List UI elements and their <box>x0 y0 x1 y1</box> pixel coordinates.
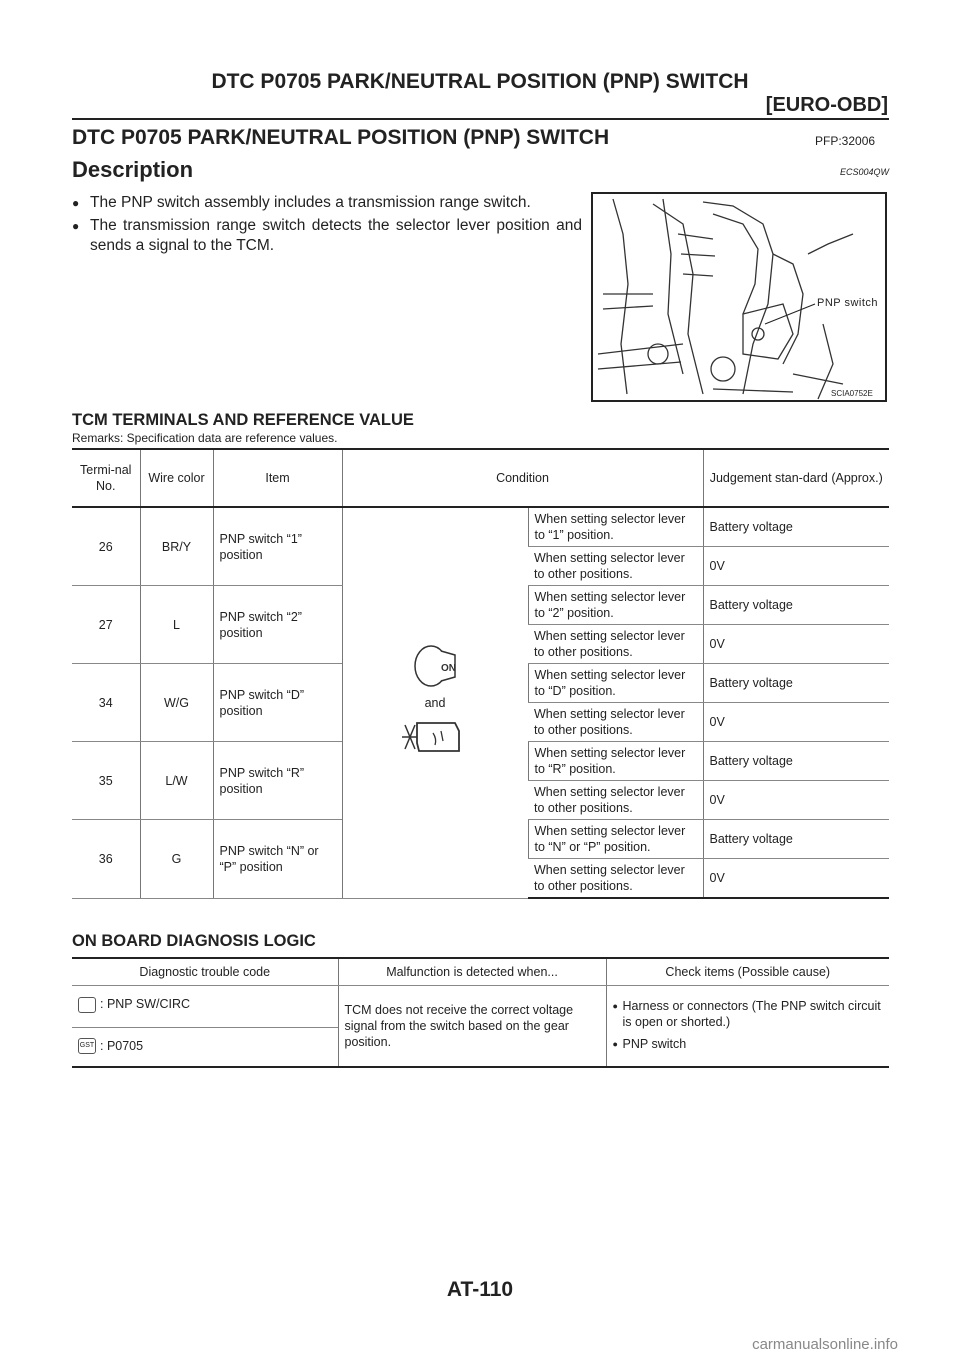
wire-cell: BR/Y <box>140 507 213 586</box>
item-cell: PNP switch “1” position <box>213 507 342 586</box>
watermark: carmanualsonline.info <box>752 1336 898 1353</box>
column-header: Check items (Possible cause) <box>606 958 889 986</box>
column-header: Condition <box>342 449 703 507</box>
condition-cell: When setting selector lever to “R” position. <box>528 742 703 781</box>
wire-cell: G <box>140 820 213 899</box>
condition-cell: When setting selector lever to other positions. <box>528 859 703 899</box>
pnp-switch-illustration <box>591 192 887 402</box>
value-cell: Battery voltage <box>703 664 889 703</box>
item-cell: PNP switch “N” or “P” position <box>213 820 342 899</box>
obd-heading: ON BOARD DIAGNOSIS LOGIC <box>72 932 316 950</box>
obd-logic-table <box>72 957 889 1068</box>
dtc-gst-code: : P0705 <box>100 1038 144 1053</box>
value-cell: 0V <box>703 625 889 664</box>
check-item: ● Harness or connectors (The PNP switch circuit is open or shorted.) <box>613 998 884 1030</box>
table-row <box>72 986 889 1068</box>
malfunction-cell: TCM does not receive the correct voltage signal from the switch based on the gear position. <box>338 986 606 1068</box>
condition-cell: When setting selector lever to “2” position. <box>528 586 703 625</box>
running-header-subtitle: [EURO-OBD] <box>765 94 888 116</box>
value-cell: 0V <box>703 781 889 820</box>
condition-cell: When setting selector lever to other positions. <box>528 781 703 820</box>
column-header: Termi-nal No. <box>72 449 140 507</box>
terminal-cell: 36 <box>72 820 140 899</box>
column-header: Judgement stan-dard (Approx.) <box>703 449 889 507</box>
remarks-text: Remarks: Specification data are reference values. <box>72 431 338 445</box>
table-row <box>72 507 889 547</box>
and-label: and <box>424 695 446 710</box>
value-cell: 0V <box>703 703 889 742</box>
wire-cell: L <box>140 586 213 664</box>
item-cell: PNP switch “2” position <box>213 586 342 664</box>
transmission-drawing <box>593 194 885 400</box>
description-bullet: ● The transmission range switch detects the selector lever position and sends a signal to the TCM. <box>72 216 582 256</box>
value-cell: Battery voltage <box>703 507 889 547</box>
table-header-row <box>72 449 889 507</box>
terminal-cell: 35 <box>72 742 140 820</box>
item-cell: PNP switch “D” position <box>213 664 342 742</box>
consult-icon <box>78 997 96 1013</box>
condition-cell: When setting selector lever to other positions. <box>528 703 703 742</box>
gst-icon: GST <box>78 1038 96 1054</box>
figure-code: SCIA0752E <box>831 389 873 398</box>
check-item: ● PNP switch <box>613 1036 884 1052</box>
column-header: Wire color <box>140 449 213 507</box>
dtc-consult-code: : PNP SW/CIRC <box>100 997 191 1011</box>
check-items-cell <box>606 986 889 1068</box>
dtc-cell <box>72 986 338 1068</box>
part-number: PFP:32006 <box>815 134 876 148</box>
figure-label: PNP switch <box>817 297 879 309</box>
engine-running-icon <box>397 711 473 761</box>
value-cell: Battery voltage <box>703 742 889 781</box>
column-header: Malfunction is detected when... <box>338 958 606 986</box>
description-list <box>72 193 582 259</box>
value-cell: Battery voltage <box>703 820 889 859</box>
table-header-row <box>72 958 889 986</box>
condition-cell: When setting selector lever to “N” or “P” position. <box>528 820 703 859</box>
description-heading: Description <box>72 157 194 182</box>
value-cell: 0V <box>703 859 889 899</box>
terminal-cell: 34 <box>72 664 140 742</box>
value-cell: 0V <box>703 547 889 586</box>
column-header: Item <box>213 449 342 507</box>
condition-cell: When setting selector lever to other positions. <box>528 625 703 664</box>
condition-cell: When setting selector lever to “D” position. <box>528 664 703 703</box>
condition-icons-cell <box>342 507 528 898</box>
description-bullet: ● The PNP switch assembly includes a transmission range switch. <box>72 193 582 213</box>
value-cell: Battery voltage <box>703 586 889 625</box>
condition-cell: When setting selector lever to other positions. <box>528 547 703 586</box>
wire-cell: W/G <box>140 664 213 742</box>
ignition-key-on-icon <box>405 641 465 691</box>
column-header: Diagnostic trouble code <box>72 958 338 986</box>
terminal-cell: 26 <box>72 507 140 586</box>
wire-cell: L/W <box>140 742 213 820</box>
tcm-terminals-table <box>72 448 889 899</box>
svg-text:ON: ON <box>441 662 456 674</box>
condition-cell: When setting selector lever to “1” position. <box>528 507 703 547</box>
section-title: DTC P0705 PARK/NEUTRAL POSITION (PNP) SWITCH <box>72 126 610 149</box>
running-header-title: DTC P0705 PARK/NEUTRAL POSITION (PNP) SWITCH <box>211 70 749 93</box>
section-code: ECS004QW <box>840 167 890 177</box>
terminal-cell: 27 <box>72 586 140 664</box>
page-number: AT-110 <box>446 1278 514 1301</box>
tcm-heading: TCM TERMINALS AND REFERENCE VALUE <box>72 411 414 429</box>
header-rule <box>72 118 889 120</box>
item-cell: PNP switch “R” position <box>213 742 342 820</box>
